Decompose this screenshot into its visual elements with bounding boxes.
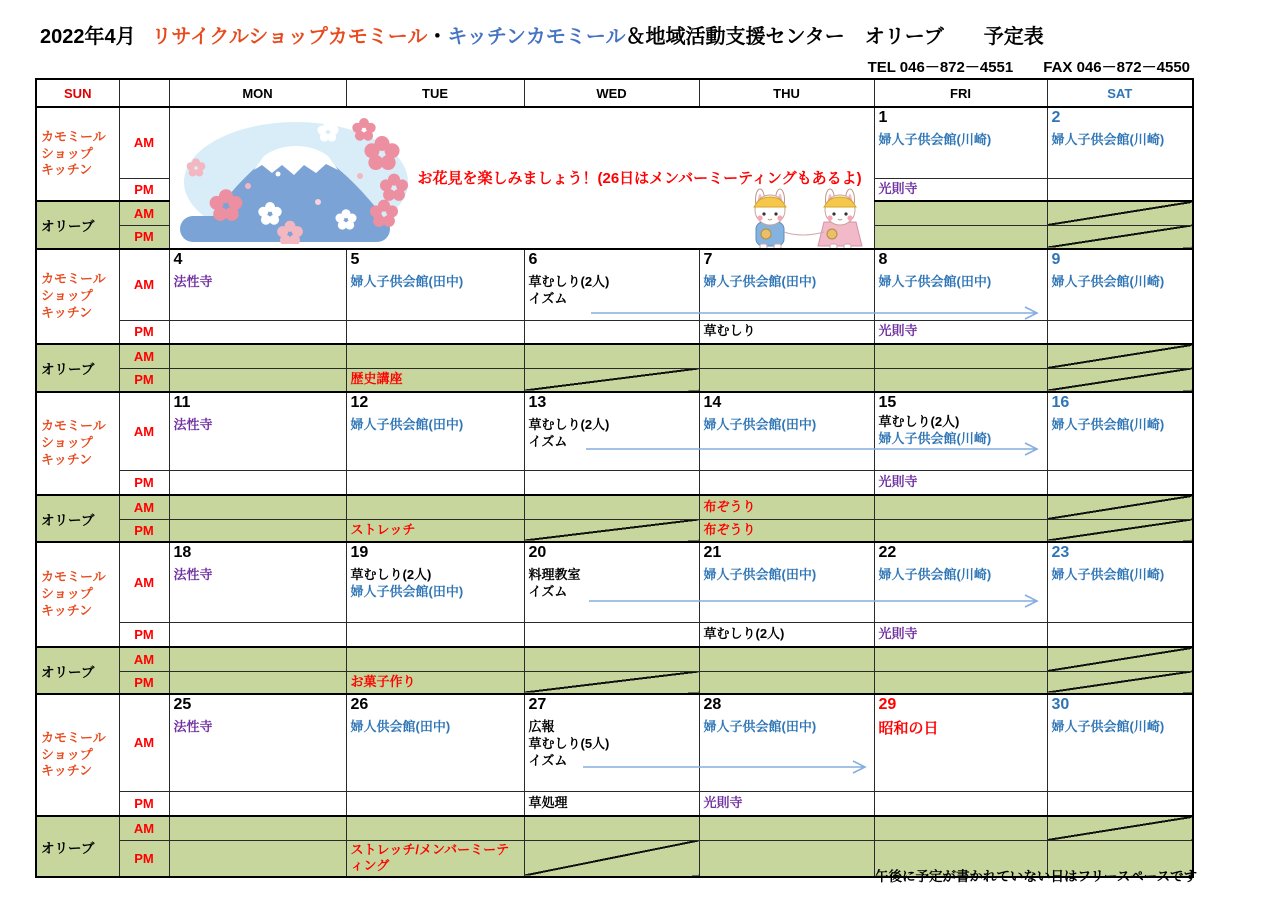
group-label-kamomiru: カモミール ショップ キッチン (36, 542, 119, 647)
olive-cell (874, 495, 1047, 519)
day-cell-apr28-pm (699, 791, 874, 816)
olive-cell (346, 519, 524, 542)
banner-message: お花見を楽しみましょう！(26日はメンバーミーティングもあるよ) (417, 170, 862, 187)
day-cell-apr19-am (346, 542, 524, 622)
olive-cell (524, 344, 699, 368)
olive-cell (699, 816, 874, 840)
day-cell-apr18-pm (169, 622, 346, 647)
day-cell-apr27-pm (524, 791, 699, 816)
olive-cell-closed (524, 519, 699, 542)
am-label: AM (119, 201, 169, 225)
schedule-entry: イズム (528, 291, 568, 307)
group-label-olive: オリーブ (36, 495, 119, 542)
schedule-entry: 光則寺 (703, 794, 743, 810)
header-thu: THU (699, 79, 874, 107)
day-cell-apr12-am (346, 392, 524, 470)
olive-cell-closed (1047, 647, 1193, 671)
day-cell-apr2-am (1047, 107, 1193, 178)
olive-cell (169, 495, 346, 519)
header-sat: SAT (1047, 79, 1193, 107)
group-label-kamomiru: カモミール ショップ キッチン (36, 694, 119, 816)
am-label: AM (119, 694, 169, 791)
day-cell-apr26-pm (346, 791, 524, 816)
schedule-entry: 婦人子供会館(田中) (703, 417, 817, 433)
day-number: 6 (528, 251, 538, 268)
olive-cell (874, 671, 1047, 694)
olive-cell-closed (1047, 816, 1193, 840)
schedule-entry: イズム (528, 434, 568, 450)
olive-cell (874, 647, 1047, 671)
olive-cell (169, 519, 346, 542)
day-cell-apr16-am (1047, 392, 1193, 470)
day-cell-apr21-am (699, 542, 874, 622)
day-cell-apr26-am (346, 694, 524, 791)
am-label: AM (119, 392, 169, 470)
day-cell-apr22-pm (874, 622, 1047, 647)
schedule-entry: 草むしり(2人) (703, 625, 785, 641)
day-number: 30 (1051, 696, 1070, 713)
olive-schedule-entry: ストレッチ/メンバーミーティング (350, 841, 510, 874)
day-cell-apr7-pm (699, 320, 874, 344)
olive-cell-closed (1047, 201, 1193, 225)
group-label-kamomiru: カモミール ショップ キッチン (36, 249, 119, 344)
olive-cell (346, 840, 524, 877)
schedule-entry: 草むしり(2人) (878, 414, 960, 430)
day-cell-apr23-pm (1047, 622, 1193, 647)
olive-cell-closed (1047, 344, 1193, 368)
schedule-entry: 婦人子供会館(田中) (703, 274, 817, 290)
schedule-entry: 光則寺 (878, 473, 918, 489)
day-number: 18 (173, 544, 192, 561)
day-cell-apr14-am (699, 392, 874, 470)
am-label: AM (119, 249, 169, 320)
day-cell-apr12-pm (346, 470, 524, 495)
schedule-entry: 草処理 (528, 794, 568, 810)
title-year-month: 2022年4月 (40, 26, 136, 48)
header-wed: WED (524, 79, 699, 107)
day-cell-apr21-pm (699, 622, 874, 647)
day-cell-apr4-am (169, 249, 346, 320)
schedule-entry: 婦人子供会館(川崎) (1051, 274, 1165, 290)
olive-cell (524, 495, 699, 519)
pm-label: PM (119, 225, 169, 249)
pm-label: PM (119, 320, 169, 344)
olive-cell (169, 816, 346, 840)
pm-label: PM (119, 470, 169, 495)
day-cell-apr13-pm (524, 470, 699, 495)
schedule-entry: 広報 (528, 719, 555, 735)
day-number: 20 (528, 544, 547, 561)
schedule-entry: イズム (528, 753, 568, 769)
schedule-entry: 草むしり(2人) (528, 417, 610, 433)
olive-cell-closed (1047, 519, 1193, 542)
am-label: AM (119, 107, 169, 178)
day-number: 11 (173, 394, 191, 411)
schedule-entry: 婦人子供会館(田中) (878, 274, 992, 290)
day-cell-apr9-pm (1047, 320, 1193, 344)
olive-schedule-entry: 布ぞうり (703, 521, 756, 537)
schedule-entry: 婦人子供会館(田中) (350, 417, 464, 433)
am-label: AM (119, 542, 169, 622)
schedule-entry: 光則寺 (878, 180, 918, 196)
day-cell-apr2-pm (1047, 178, 1193, 201)
olive-cell (874, 344, 1047, 368)
day-number: 13 (528, 394, 547, 411)
am-label: AM (119, 816, 169, 840)
day-number: 14 (703, 394, 722, 411)
day-cell-apr29-am (874, 694, 1047, 791)
day-cell-apr5-am (346, 249, 524, 320)
olive-cell-closed (524, 840, 699, 877)
mount-fuji-illustration (178, 116, 418, 244)
schedule-entry: 料理教室 (528, 567, 581, 583)
day-cell-apr16-pm (1047, 470, 1193, 495)
am-label: AM (119, 495, 169, 519)
olive-cell (874, 816, 1047, 840)
day-number: 9 (1051, 251, 1061, 268)
olive-schedule-entry: お菓子作り (350, 673, 416, 689)
day-cell-apr6-pm (524, 320, 699, 344)
am-label: AM (119, 344, 169, 368)
day-number: 15 (878, 394, 897, 411)
day-cell-apr19-pm (346, 622, 524, 647)
schedule-entry: 婦人子供会館(川崎) (878, 567, 992, 583)
day-number: 28 (703, 696, 722, 713)
group-label-olive: オリーブ (36, 201, 119, 249)
schedule-entry: 婦人子供会館(川崎) (1051, 132, 1165, 148)
header-fri: FRI (874, 79, 1047, 107)
pm-label: PM (119, 178, 169, 201)
day-cell-apr1-pm (874, 178, 1047, 201)
olive-cell (346, 816, 524, 840)
pm-label: PM (119, 840, 169, 877)
header-blank (119, 79, 169, 107)
olive-cell (699, 671, 874, 694)
olive-cell (699, 647, 874, 671)
day-number: 12 (350, 394, 369, 411)
day-cell-apr11-pm (169, 470, 346, 495)
schedule-entry: 婦人子供会館(川崎) (1051, 567, 1165, 583)
fax-number: FAX 046－872－4550 (1043, 59, 1190, 76)
day-cell-apr15-am (874, 392, 1047, 470)
schedule-entry: イズム (528, 584, 568, 600)
tel-number: TEL 046－872－4551 (867, 59, 1014, 76)
schedule-entry: 婦人子供会館(川崎) (878, 132, 992, 148)
schedule-entry: 法性寺 (173, 719, 213, 735)
group-label-olive: オリーブ (36, 344, 119, 392)
day-cell-apr11-am (169, 392, 346, 470)
banner-cell (169, 107, 874, 249)
day-number: 16 (1051, 394, 1070, 411)
day-cell-apr25-am (169, 694, 346, 791)
day-cell-apr29-pm (874, 791, 1047, 816)
day-cell-apr25-pm (169, 791, 346, 816)
schedule-entry: 婦人供会館(田中) (350, 719, 451, 735)
olive-cell (346, 495, 524, 519)
day-cell-apr14-pm (699, 470, 874, 495)
olive-cell (699, 519, 874, 542)
schedule-entry: 婦人子供会館(川崎) (1051, 417, 1165, 433)
day-cell-apr6-am (524, 249, 699, 320)
group-label-olive: オリーブ (36, 647, 119, 694)
olive-schedule-entry: 布ぞうり (703, 498, 756, 514)
header-tue: TUE (346, 79, 524, 107)
day-cell-apr28-am (699, 694, 874, 791)
olive-cell-closed (1047, 225, 1193, 249)
olive-cell-closed (1047, 495, 1193, 519)
day-cell-apr27-am (524, 694, 699, 791)
day-cell-apr30-am (1047, 694, 1193, 791)
olive-cell-closed (524, 671, 699, 694)
pm-label: PM (119, 368, 169, 392)
schedule-entry: 草むしり(2人) (528, 274, 610, 290)
olive-cell-closed (1047, 368, 1193, 392)
header-sun: SUN (36, 79, 119, 107)
day-cell-apr13-am (524, 392, 699, 470)
title-shop-name: リサイクルショップカモミール (151, 26, 428, 48)
day-cell-apr8-pm (874, 320, 1047, 344)
day-number: 29 (878, 696, 897, 713)
schedule-entry: 婦人子供会館(田中) (350, 584, 464, 600)
schedule-entry: 草むしり(2人) (350, 567, 432, 583)
olive-cell (699, 840, 874, 877)
pm-label: PM (119, 622, 169, 647)
weekday-header-row (36, 79, 1193, 107)
schedule-entry: 光則寺 (878, 323, 918, 339)
olive-cell (169, 840, 346, 877)
olive-cell-closed (1047, 671, 1193, 694)
olive-cell (699, 344, 874, 368)
page-title (40, 20, 1044, 49)
day-number: 27 (528, 696, 547, 713)
olive-cell (699, 495, 874, 519)
schedule-entry: 婦人子供会館(田中) (703, 719, 817, 735)
olive-cell (699, 368, 874, 392)
day-number: 8 (878, 251, 888, 268)
group-label-olive: オリーブ (36, 816, 119, 877)
day-cell-apr7-am (699, 249, 874, 320)
title-separator: ・ (427, 26, 448, 48)
day-number: 23 (1051, 544, 1070, 561)
group-label-kamomiru: カモミール ショップ キッチン (36, 392, 119, 495)
olive-cell (346, 368, 524, 392)
schedule-entry: 婦人子供会館(川崎) (1051, 719, 1165, 735)
day-number: 7 (703, 251, 713, 268)
schedule-entry: 草むしり(5人) (528, 736, 610, 752)
olive-cell (346, 647, 524, 671)
olive-cell (874, 519, 1047, 542)
day-number: 19 (350, 544, 369, 561)
day-cell-apr30-pm (1047, 791, 1193, 816)
day-number: 5 (350, 251, 360, 268)
title-tail: ＆地域活動支援センター オリーブ 予定表 (625, 26, 1044, 48)
schedule-entry: 婦人子供会館(田中) (350, 274, 464, 290)
day-number: 26 (350, 696, 369, 713)
olive-cell-closed (524, 368, 699, 392)
olive-schedule-entry: 歴史講座 (350, 371, 403, 387)
calendar-table (35, 78, 1194, 878)
footer-note: 午後に予定が書かれていない日はフリースペースです (875, 869, 1198, 884)
header-mon: MON (169, 79, 346, 107)
olive-cell (169, 344, 346, 368)
day-number: 1 (878, 109, 888, 126)
day-cell-apr22-am (874, 542, 1047, 622)
schedule-entry: 婦人子供会館(田中) (703, 567, 817, 583)
day-cell-apr5-pm (346, 320, 524, 344)
olive-cell (874, 201, 1047, 225)
day-number: 2 (1051, 109, 1061, 126)
day-cell-apr20-am (524, 542, 699, 622)
schedule-entry: 法性寺 (173, 417, 213, 433)
day-cell-apr15-pm (874, 470, 1047, 495)
day-cell-apr9-am (1047, 249, 1193, 320)
day-number: 4 (173, 251, 183, 268)
olive-cell (874, 368, 1047, 392)
day-cell-apr1-am (874, 107, 1047, 178)
day-cell-apr23-am (1047, 542, 1193, 622)
day-cell-apr4-pm (169, 320, 346, 344)
olive-cell (346, 671, 524, 694)
olive-cell (874, 225, 1047, 249)
day-number: 22 (878, 544, 897, 561)
day-number: 21 (703, 544, 722, 561)
title-kitchen-name: キッチンカモミール (447, 26, 626, 48)
day-cell-apr18-am (169, 542, 346, 622)
contact-info (868, 56, 1190, 77)
am-label: AM (119, 647, 169, 671)
holiday-label: 昭和の日 (878, 720, 939, 738)
schedule-entry: 法性寺 (173, 567, 213, 583)
schedule-entry: 婦人子供会館(川崎) (878, 431, 992, 447)
olive-cell (169, 671, 346, 694)
day-number: 25 (173, 696, 192, 713)
day-cell-apr20-pm (524, 622, 699, 647)
pm-label: PM (119, 519, 169, 542)
schedule-entry: 法性寺 (173, 274, 213, 290)
schedule-entry: 草むしり (703, 323, 756, 339)
bunnies-illustration (736, 188, 874, 249)
pm-label: PM (119, 671, 169, 694)
day-cell-apr8-am (874, 249, 1047, 320)
pm-label: PM (119, 791, 169, 816)
olive-cell (524, 816, 699, 840)
olive-schedule-entry: ストレッチ (350, 521, 416, 537)
olive-cell (169, 368, 346, 392)
olive-cell (346, 344, 524, 368)
olive-cell (524, 647, 699, 671)
olive-cell (169, 647, 346, 671)
schedule-entry: 光則寺 (878, 625, 918, 641)
group-label-kamomiru: カモミール ショップ キッチン (36, 107, 119, 201)
